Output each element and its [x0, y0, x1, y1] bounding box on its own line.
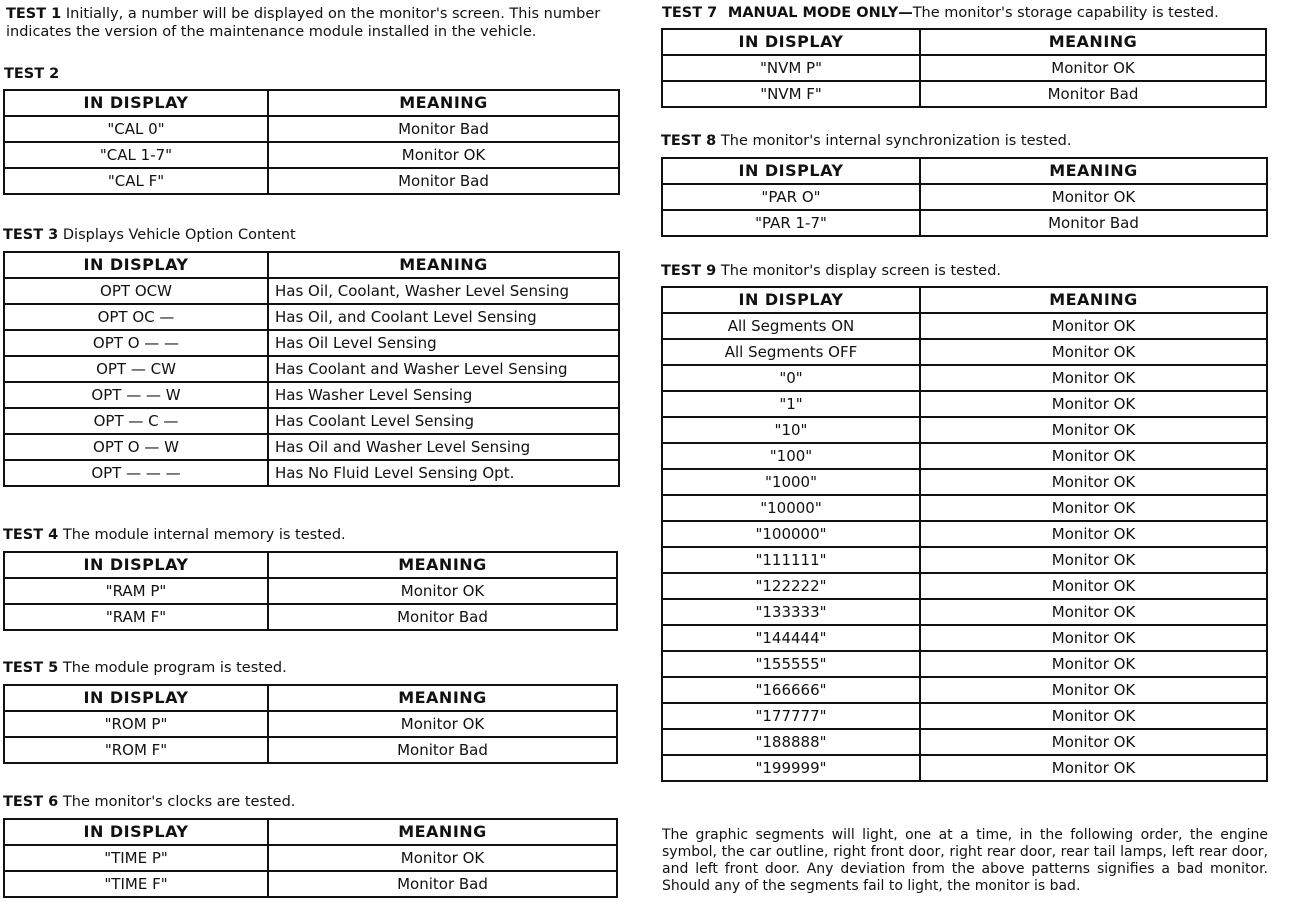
meaning-cell: Monitor OK — [268, 711, 617, 737]
in-display-header: IN DISPLAY — [4, 252, 268, 278]
test1-block — [6, 5, 622, 41]
meaning-cell: Monitor Bad — [268, 116, 619, 142]
test7-text: The monitor's storage capability is tested. — [912, 5, 1219, 21]
meaning-header: MEANING — [920, 158, 1267, 184]
test3-table — [3, 251, 620, 487]
meaning-header: MEANING — [920, 29, 1266, 55]
table-row — [662, 729, 1267, 755]
in-display-header: IN DISPLAY — [662, 29, 920, 55]
table-row — [662, 443, 1267, 469]
test8-table — [661, 157, 1268, 237]
meaning-header: MEANING — [268, 685, 617, 711]
display-cell: "133333" — [662, 599, 920, 625]
display-cell: "10000" — [662, 495, 920, 521]
test5-heading — [3, 659, 287, 677]
display-cell: OPT OC — — [4, 304, 268, 330]
display-cell: OPT O — W — [4, 434, 268, 460]
table-row — [4, 304, 619, 330]
display-cell: "ROM P" — [4, 711, 268, 737]
test2-label: TEST 2 — [4, 66, 60, 82]
table-row — [4, 578, 617, 604]
header-row — [4, 819, 617, 845]
meaning-header: MEANING — [920, 287, 1267, 313]
test5-table — [3, 684, 618, 764]
display-cell: "ROM F" — [4, 737, 268, 763]
test3-heading — [3, 226, 296, 244]
table-row — [662, 365, 1267, 391]
test8-text: The monitor's internal synchronization is tested. — [720, 133, 1072, 149]
meaning-cell: Monitor OK — [920, 417, 1267, 443]
table-row — [4, 604, 617, 630]
meaning-cell: Monitor Bad — [268, 168, 619, 194]
display-cell: "100000" — [662, 521, 920, 547]
display-cell: "166666" — [662, 677, 920, 703]
in-display-header: IN DISPLAY — [662, 158, 920, 184]
meaning-cell: Has Coolant Level Sensing — [268, 408, 619, 434]
meaning-header: MEANING — [268, 90, 619, 116]
in-display-header: IN DISPLAY — [4, 685, 268, 711]
table-row — [4, 845, 617, 871]
meaning-cell: Has Oil, and Coolant Level Sensing — [268, 304, 619, 330]
test9-text: The monitor's display screen is tested. — [720, 263, 1002, 279]
meaning-cell: Monitor OK — [920, 521, 1267, 547]
meaning-cell: Has Oil Level Sensing — [268, 330, 619, 356]
table-row — [662, 469, 1267, 495]
meaning-cell: Monitor OK — [920, 573, 1267, 599]
table-row — [662, 184, 1267, 210]
header-row — [4, 685, 617, 711]
meaning-cell: Has Coolant and Washer Level Sensing — [268, 356, 619, 382]
table-row — [662, 521, 1267, 547]
meaning-cell: Monitor OK — [920, 703, 1267, 729]
display-cell: OPT OCW — [4, 278, 268, 304]
display-cell: "CAL 0" — [4, 116, 268, 142]
test9-label: TEST 9 — [661, 263, 717, 279]
table-row — [4, 871, 617, 897]
table-row — [4, 168, 619, 194]
header-row — [4, 90, 619, 116]
meaning-cell: Monitor OK — [920, 677, 1267, 703]
display-cell: "CAL 1-7" — [4, 142, 268, 168]
meaning-cell: Monitor OK — [920, 599, 1267, 625]
header-row — [4, 552, 617, 578]
test9-table — [661, 286, 1268, 782]
test6-heading — [3, 793, 295, 811]
meaning-header: MEANING — [268, 819, 617, 845]
display-cell: "CAL F" — [4, 168, 268, 194]
table-row — [662, 677, 1267, 703]
meaning-cell: Monitor OK — [920, 547, 1267, 573]
meaning-cell: Monitor OK — [920, 729, 1267, 755]
test4-text: The module internal memory is tested. — [62, 527, 346, 543]
test6-text: The monitor's clocks are tested. — [62, 794, 296, 810]
table-row — [4, 356, 619, 382]
test8-heading — [661, 132, 1071, 150]
display-cell: "122222" — [662, 573, 920, 599]
test8-label: TEST 8 — [661, 133, 717, 149]
table-row — [662, 210, 1267, 236]
meaning-cell: Monitor OK — [920, 391, 1267, 417]
test2-table — [3, 89, 620, 195]
meaning-cell: Has No Fluid Level Sensing Opt. — [268, 460, 619, 486]
test4-table — [3, 551, 618, 631]
test4-label: TEST 4 — [3, 527, 59, 543]
display-cell: "10" — [662, 417, 920, 443]
display-cell: OPT — C — — [4, 408, 268, 434]
table-row — [4, 278, 619, 304]
display-cell: OPT O — — — [4, 330, 268, 356]
footer-paragraph: The graphic segments will light, one at a time, in the following order, the engine symbol, the car outline, right front door, right rear door, rear tail lamps, left rear door, and left front door. Any deviation from the above patterns signifies a bad monitor. Should any of the segments fail to light, the monitor is bad. — [662, 827, 1268, 894]
display-cell: "1000" — [662, 469, 920, 495]
in-display-header: IN DISPLAY — [4, 552, 268, 578]
display-cell: OPT — — W — [4, 382, 268, 408]
meaning-cell: Monitor Bad — [268, 737, 617, 763]
table-row — [662, 391, 1267, 417]
display-cell: "1" — [662, 391, 920, 417]
table-row — [4, 142, 619, 168]
test6-label: TEST 6 — [3, 794, 59, 810]
table-row — [4, 711, 617, 737]
meaning-cell: Monitor OK — [268, 845, 617, 871]
table-row — [662, 573, 1267, 599]
display-cell: "PAR O" — [662, 184, 920, 210]
header-row — [662, 29, 1266, 55]
display-cell: "NVM P" — [662, 55, 920, 81]
display-cell: "188888" — [662, 729, 920, 755]
display-cell: "100" — [662, 443, 920, 469]
meaning-cell: Monitor Bad — [268, 604, 617, 630]
meaning-cell: Monitor OK — [920, 365, 1267, 391]
test3-label: TEST 3 — [3, 227, 59, 243]
display-cell: "TIME F" — [4, 871, 268, 897]
display-cell: "177777" — [662, 703, 920, 729]
test1-text: Initially, a number will be displayed on the monitor's screen. This number indicates the version of the maintenance module installed in the vehicle. — [6, 6, 601, 40]
display-cell: "NVM F" — [662, 81, 920, 107]
test7-mode: MANUAL MODE ONLY— — [727, 5, 913, 21]
table-row — [662, 339, 1267, 365]
meaning-cell: Monitor OK — [920, 313, 1267, 339]
meaning-cell: Monitor OK — [920, 443, 1267, 469]
meaning-cell: Monitor OK — [920, 755, 1267, 781]
display-cell: All Segments OFF — [662, 339, 920, 365]
meaning-cell: Monitor Bad — [920, 81, 1266, 107]
test7-table — [661, 28, 1267, 108]
meaning-cell: Monitor OK — [920, 184, 1267, 210]
test4-heading — [3, 526, 346, 544]
table-row — [662, 495, 1267, 521]
display-cell: "TIME P" — [4, 845, 268, 871]
table-row — [662, 55, 1266, 81]
in-display-header: IN DISPLAY — [662, 287, 920, 313]
meaning-header: MEANING — [268, 252, 619, 278]
display-cell: "PAR 1-7" — [662, 210, 920, 236]
meaning-cell: Monitor OK — [920, 55, 1266, 81]
table-row — [4, 737, 617, 763]
table-row — [662, 547, 1267, 573]
meaning-cell: Monitor OK — [268, 578, 617, 604]
meaning-cell: Has Oil and Washer Level Sensing — [268, 434, 619, 460]
header-row — [4, 252, 619, 278]
table-row — [662, 703, 1267, 729]
test6-table — [3, 818, 618, 898]
display-cell: "RAM F" — [4, 604, 268, 630]
table-row — [4, 408, 619, 434]
test7-label: TEST 7 — [662, 5, 718, 21]
meaning-cell: Monitor OK — [920, 625, 1267, 651]
display-cell: All Segments ON — [662, 313, 920, 339]
meaning-cell: Monitor Bad — [920, 210, 1267, 236]
table-row — [662, 81, 1266, 107]
meaning-header: MEANING — [268, 552, 617, 578]
test5-text: The module program is tested. — [62, 660, 287, 676]
table-row — [4, 330, 619, 356]
display-cell: "RAM P" — [4, 578, 268, 604]
display-cell: OPT — CW — [4, 356, 268, 382]
in-display-header: IN DISPLAY — [4, 819, 268, 845]
table-row — [662, 755, 1267, 781]
meaning-cell: Monitor Bad — [268, 871, 617, 897]
table-row — [4, 460, 619, 486]
display-cell: "111111" — [662, 547, 920, 573]
display-cell: "199999" — [662, 755, 920, 781]
display-cell: "0" — [662, 365, 920, 391]
header-row — [662, 287, 1267, 313]
meaning-cell: Monitor OK — [920, 339, 1267, 365]
meaning-cell: Monitor OK — [268, 142, 619, 168]
header-row — [662, 158, 1267, 184]
display-cell: OPT — — — — [4, 460, 268, 486]
test3-text: Displays Vehicle Option Content — [62, 227, 296, 243]
meaning-cell: Has Washer Level Sensing — [268, 382, 619, 408]
meaning-cell: Has Oil, Coolant, Washer Level Sensing — [268, 278, 619, 304]
test5-label: TEST 5 — [3, 660, 59, 676]
table-row — [662, 651, 1267, 677]
table-row — [662, 599, 1267, 625]
test1-label: TEST 1 — [6, 6, 62, 22]
meaning-cell: Monitor OK — [920, 651, 1267, 677]
test2-heading — [4, 65, 59, 83]
table-row — [4, 382, 619, 408]
test9-heading — [661, 262, 1001, 280]
display-cell: "155555" — [662, 651, 920, 677]
meaning-cell: Monitor OK — [920, 469, 1267, 495]
display-cell: "144444" — [662, 625, 920, 651]
in-display-header: IN DISPLAY — [4, 90, 268, 116]
table-row — [662, 313, 1267, 339]
table-row — [4, 116, 619, 142]
table-row — [662, 625, 1267, 651]
table-row — [662, 417, 1267, 443]
table-row — [4, 434, 619, 460]
test7-heading — [662, 4, 1219, 22]
meaning-cell: Monitor OK — [920, 495, 1267, 521]
